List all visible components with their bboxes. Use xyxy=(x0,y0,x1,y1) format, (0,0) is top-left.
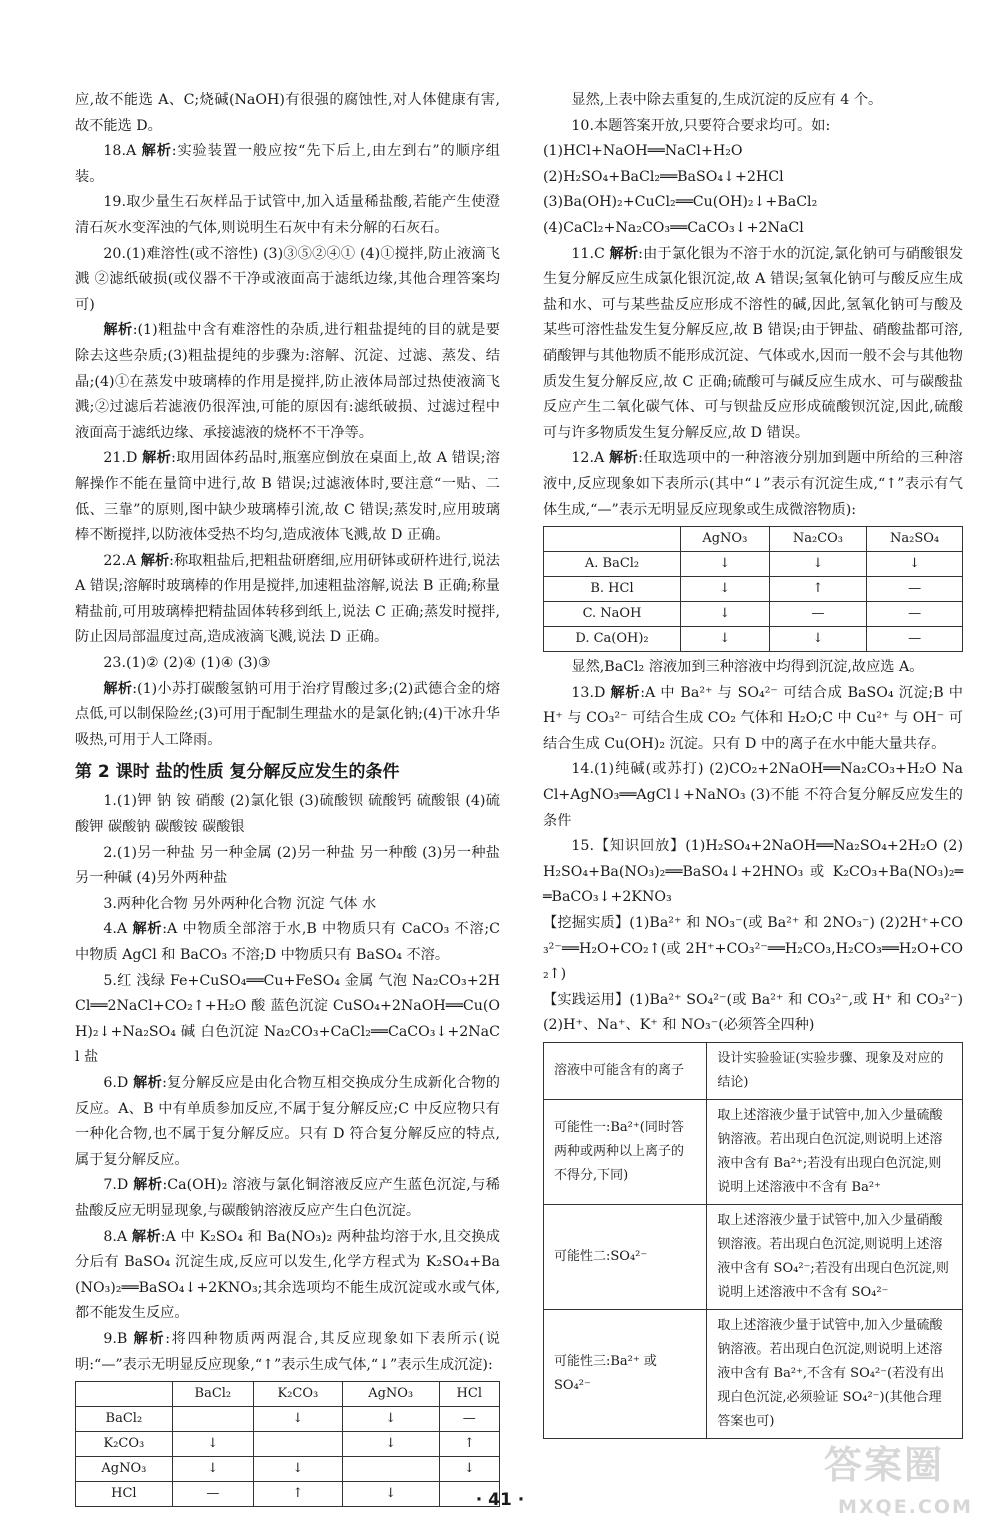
right-column xyxy=(543,88,963,1442)
analysis-label: 解析 xyxy=(103,680,133,697)
table-header-cell: K₂CO₃ xyxy=(253,1382,342,1407)
analysis-label: 解析 xyxy=(131,1228,161,1245)
answer-11: 11.C 解析:由于氯化银为不溶于水的沉淀,氯化钠可与硝酸银发生复分解反应生成氯化银沉淀,故 A 错误;氢氧化钠可与酸反应生成盐和水、可与某些盐反应形成不溶性的碱,因此,氢氧化钠可与酸及某些可溶性盐发生复分解反应,故 B 错误;由于钾盐、硝酸盐都可溶,硝酸钾与其他物质不能形成沉淀、气体或水,因而一般不会与其他物质发生复分解反应,故 C 正确;硫酸可与碱反应生成水、可与碳酸盐反应产生二氧化碳气体、可与钡盐反应形成硫酸钡沉淀,因此,硫酸可与许多物质发生复分解反应,故 D 错误。 xyxy=(543,245,964,441)
table-header-cell: BaCl₂ xyxy=(172,1382,253,1407)
answer-21: 21.D 解析:取用固体药品时,瓶塞应倒放在桌面上,故 A 错误;溶解操作不能在量筒中进行,故 B 错误;过滤液体时,要注意“一贴、二低、三靠”的原则,图中缺少玻璃棒引流,故 C 错误;蒸发时,应用玻璃棒不断搅拌,以防液体受热不均匀,造成液体飞溅,故 D 正确。 xyxy=(75,450,500,544)
answer-s2: 2.(1)另一种盐 另一种金属 (2)另一种盐 另一种酸 (3)另一种盐 另一种碱 (4)另外两种盐 xyxy=(75,844,500,887)
answer-23: 23.(1)② (2)④ (1)④ (3)③ xyxy=(103,655,271,672)
table-cell: ↓ xyxy=(172,1432,253,1457)
table-row xyxy=(76,1407,500,1432)
table-cell: — xyxy=(439,1407,499,1432)
table-row xyxy=(544,627,963,652)
analysis-label: 解析 xyxy=(133,1177,163,1194)
table-cell: C. NaOH xyxy=(544,602,681,627)
analysis-label: 解析 xyxy=(133,1074,163,1091)
table-cell: ↓ xyxy=(342,1432,439,1457)
table-cell: ↓ xyxy=(769,627,867,652)
analysis-label: 解析 xyxy=(142,450,172,467)
table-cell: ↓ xyxy=(681,552,770,577)
table-cell: — xyxy=(867,577,963,602)
table-cell xyxy=(172,1407,253,1432)
table-cell: 取上述溶液少量于试管中,加入少量硫酸钠溶液。若出现白色沉淀,则说明上述溶液中含有 Ba²⁺;若没有出现白色沉淀,则说明上述溶液中不含有 Ba²⁺ xyxy=(707,1100,963,1205)
table-row xyxy=(544,552,963,577)
table-cell xyxy=(342,1457,439,1482)
table-header-cell: Na₂CO₃ xyxy=(769,527,867,552)
table-cell: — xyxy=(769,602,867,627)
table-cell: ↓ xyxy=(867,552,963,577)
watermark-logo xyxy=(818,1443,978,1521)
table-cell: 取上述溶液少量于试管中,加入少量硫酸钠溶液。若出现白色沉淀,则说明上述溶液中含有 Ba²⁺,不含有 SO₄²⁻(若没有出现白色沉淀,必须验证 SO₄²⁻)(其他合理答案也可) xyxy=(707,1310,963,1439)
answer-19: 19.取少量生石灰样品于试管中,加入适量稀盐酸,若能产生使澄清石灰水变浑浊的气体,则说明生石灰中有未分解的石灰石。 xyxy=(75,194,500,236)
table-row xyxy=(544,1205,963,1310)
answer-12: 12.A 解析:任取选项中的一种溶液分别加到题中所给的三种溶液中,反应现象如下表所示(其中“↓”表示有沉淀生成,“↑”表示有气体生成,“—”表示无明显反应现象或生成微溶物质): xyxy=(543,450,963,518)
answer-s9: 9.B 解析:将四种物质两两混合,其反应现象如下表所示(说明:“—”表示无明显反应现象,“↑”表示生成气体,“↓”表示生成沉淀): xyxy=(75,1330,500,1373)
analysis-23: 解析:(1)小苏打碳酸氢钠可用于治疗胃酸过多;(2)武德合金的熔点低,可以制保险丝;(3)可用于配制生理盐水的是氯化钠;(4)干冰升华吸热,可用于人工降雨。 xyxy=(75,680,500,748)
equation: (1)HCl+NaOH══NaCl+H₂O xyxy=(543,143,743,160)
answer-s6: 6.D 解析:复分解反应是由化合物互相交换成分生成新化合物的反应。A、B 中有单质参加反应,不属于复分解反应;C 中反应物只有一种化合物,也不属于复分解反应。只有 D 符合复分解反应的特点,属于复分解反应。 xyxy=(75,1074,500,1168)
analysis-20: 解析:(1)粗盐中含有难溶性的杂质,进行粗盐提纯的目的就是要除去这些杂质;(3)粗盐提纯的步骤为:溶解、沉淀、过滤、蒸发、结晶;(4)①在蒸发中玻璃棒的作用是搅拌,防止液体局部过热使液滴飞溅;②过滤后若滤液仍很浑浊,可能的原因有:滤纸破损、过滤过程中液面高于滤纸边缘、承接滤液的烧杯不干净等。 xyxy=(75,322,500,441)
table-cell: HCl xyxy=(76,1482,173,1507)
table-header-cell xyxy=(544,527,681,552)
watermark-url: MXQE.COM xyxy=(838,1496,973,1518)
table-cell: ↓ xyxy=(769,552,867,577)
table-cell: K₂CO₃ xyxy=(76,1432,173,1457)
left-column xyxy=(75,88,500,1510)
answer-15-essence: 【挖掘实质】(1)Ba²⁺ 和 NO₃⁻(或 Ba²⁺ 和 2NO₃⁻) (2)2H⁺+CO₃²⁻══H₂O+CO₂↑(或 2H⁺+CO₃²⁻══H₂CO₃,H₂CO₃══H₂O+CO₂↑) xyxy=(543,915,963,983)
ion-verification-table xyxy=(543,1042,963,1439)
table-cell: ↓ xyxy=(681,577,770,602)
page-number: · 41 · xyxy=(475,1490,525,1510)
table-cell: ↓ xyxy=(342,1482,439,1507)
table-header-cell: HCl xyxy=(439,1382,499,1407)
table-cell xyxy=(253,1432,342,1457)
table-row xyxy=(544,602,963,627)
answer-9-conclusion: 显然,上表中除去重复的,生成沉淀的反应有 4 个。 xyxy=(571,92,883,108)
equation: (2)H₂SO₄+BaCl₂══BaSO₄↓+2HCl xyxy=(543,168,784,185)
answer-s7: 7.D 解析:Ca(OH)₂ 溶液与氯化铜溶液反应产生蓝色沉淀,与稀盐酸反应无明显现象,与碳酸钠溶液反应产生白色沉淀。 xyxy=(75,1177,500,1219)
answer-s3: 3.两种化合物 另外两种化合物 沉淀 气体 水 xyxy=(103,895,377,912)
answer-14: 14.(1)纯碱(或苏打) (2)CO₂+2NaOH══Na₂CO₃+H₂O NaCl+AgNO₃══AgCl↓+NaNO₃ (3)不能 不符合复分解反应发生的条件 xyxy=(543,761,963,829)
analysis-label: 解析 xyxy=(103,322,133,339)
watermark-text: 答案圈 xyxy=(824,1443,945,1487)
table-header-row xyxy=(544,527,963,552)
table-header-cell: 溶液中可能含有的离子 xyxy=(544,1043,707,1100)
table-header-row xyxy=(76,1382,500,1407)
table-cell: A. BaCl₂ xyxy=(544,552,681,577)
table-row xyxy=(544,1310,963,1439)
table-cell: AgNO₃ xyxy=(76,1457,173,1482)
table-cell: — xyxy=(867,627,963,652)
analysis-label: 解析 xyxy=(133,1330,166,1347)
table-cell: ↓ xyxy=(681,602,770,627)
answer-s8: 8.A 解析:A 中 K₂SO₄ 和 Ba(NO₃)₂ 两种盐均溶于水,且交换成分后有 BaSO₄ 沉淀生成,反应可以发生,化学方程式为 K₂SO₄+Ba(NO₃)₂══BaSO₄↓+2KNO₃;其余选项均不能生成沉淀或水或气体,都不能发生反应。 xyxy=(75,1228,500,1322)
table-cell: ↓ xyxy=(681,627,770,652)
answer-s4: 4.A 解析:A 中物质全部溶于水,B 中物质只有 CaCO₃ 不溶;C 中物质 AgCl 和 BaCO₃ 不溶;D 中物质只有 BaSO₄ 不溶。 xyxy=(75,921,500,963)
table-header-cell xyxy=(76,1382,173,1407)
table-header-cell: AgNO₃ xyxy=(342,1382,439,1407)
table-row xyxy=(544,577,963,602)
answer-13: 13.D 解析:A 中 Ba²⁺ 与 SO₄²⁻ 可结合成 BaSO₄ 沉淀;B 中 H⁺ 与 CO₃²⁻ 可结合生成 CO₂ 气体和 H₂O;C 中 Cu²⁺ 与 OH⁻ 可结合生成 Cu(OH)₂ 沉淀。只有 D 中的离子在水中能大量共存。 xyxy=(543,684,963,752)
answer-paragraph: 应,故不能选 A、C;烧碱(NaOH)有很强的腐蚀性,对人体健康有害,故不能选 D。 xyxy=(75,92,500,134)
answer-10: 10.本题答案开放,只要符合要求均可。如: xyxy=(571,117,831,134)
table-header-cell: 设计实验验证(实验步骤、现象及对应的结论) xyxy=(707,1043,963,1100)
section-title: 第 2 课时 盐的性质 复分解反应发生的条件 xyxy=(75,762,400,783)
table-cell: ↓ xyxy=(342,1407,439,1432)
analysis-label: 解析 xyxy=(132,921,163,938)
answer-s1: 1.(1)钾 钠 铵 硝酸 (2)氯化银 (3)硫酸钡 硫酸钙 硫酸银 (4)硫酸钾 碳酸钠 碳酸铵 碳酸银 xyxy=(75,793,500,836)
equation: (4)CaCl₂+Na₂CO₃══CaCO₃↓+2NaCl xyxy=(543,219,804,236)
answer-12-conclusion: 显然,BaCl₂ 溶液加到三种溶液中均得到沉淀,故应选 A。 xyxy=(571,659,924,676)
reaction-table-12 xyxy=(543,526,963,652)
answer-s5: 5.红 浅绿 Fe+CuSO₄══Cu+FeSO₄ 金属 气泡 Na₂CO₃+2HCl══2NaCl+CO₂↑+H₂O 酸 蓝色沉淀 CuSO₄+2NaOH══Cu(OH)₂↓+Na₂SO₄ 碱 白色沉淀 Na₂CO₃+CaCl₂══CaCO₃↓+2NaCl 盐 xyxy=(75,972,500,1066)
table-cell: ↑ xyxy=(253,1482,342,1507)
table-cell: ↓ xyxy=(253,1407,342,1432)
analysis-label: 解析 xyxy=(141,143,172,160)
equation: (3)Ba(OH)₂+CuCl₂══Cu(OH)₂↓+BaCl₂ xyxy=(543,194,818,211)
table-cell: D. Ca(OH)₂ xyxy=(544,627,681,652)
analysis-label: 解析 xyxy=(609,450,639,467)
table-cell: ↓ xyxy=(253,1457,342,1482)
table-header-cell: AgNO₃ xyxy=(681,527,770,552)
table-cell: — xyxy=(172,1482,253,1507)
table-cell: ↑ xyxy=(439,1432,499,1457)
table-cell: BaCl₂ xyxy=(76,1407,173,1432)
table-cell: ↓ xyxy=(172,1457,253,1482)
answer-15: 15.【知识回放】(1)H₂SO₄+2NaOH══Na₂SO₄+2H₂O (2)H₂SO₄+Ba(NO₃)₂══BaSO₄↓+2HNO₃ 或 K₂CO₃+Ba(NO₃)₂══BaCO₃↓+2KNO₃ xyxy=(543,838,963,906)
answer-22: 22.A 解析:称取粗盐后,把粗盐研磨细,应用研钵或研杵进行,说法 A 错误;溶解时玻璃棒的作用是搅拌,加速粗盐溶解,说法 B 正确;称量精盐前,可用玻璃棒把精盐固体转移到纸上,说法 C 正确;蒸发时搅拌,防止因局部温度过高,造成液滴飞溅,说法 D 正确。 xyxy=(75,552,500,646)
table-row xyxy=(544,1100,963,1205)
table-cell: 取上述溶液少量于试管中,加入少量硝酸钡溶液。若出现白色沉淀,则说明上述溶液中含有 SO₄²⁻;若没有出现白色沉淀,则说明上述溶液中不含有 SO₄²⁻ xyxy=(707,1205,963,1310)
table-cell: ↓ xyxy=(439,1457,499,1482)
table-cell: 可能性三:Ba²⁺ 或 SO₄²⁻ xyxy=(544,1310,707,1439)
table-cell: 可能性二:SO₄²⁻ xyxy=(544,1205,707,1310)
analysis-label: 解析 xyxy=(140,552,170,569)
table-cell: 可能性一:Ba²⁺(同时答两种或两种以上离子的不得分,下同) xyxy=(544,1100,707,1205)
analysis-label: 解析 xyxy=(610,684,641,701)
table-cell: B. HCl xyxy=(544,577,681,602)
answer-20: 20.(1)难溶性(或不溶性) (3)③⑤②④① (4)①搅拌,防止液滴飞溅 ②滤纸破损(或仪器不干净或液面高于滤纸边缘,其他合理答案均可) xyxy=(75,245,500,313)
table-row xyxy=(76,1432,500,1457)
table-cell: — xyxy=(867,602,963,627)
table-header-cell: Na₂SO₄ xyxy=(867,527,963,552)
analysis-label: 解析 xyxy=(609,245,639,262)
table-cell: ↑ xyxy=(769,577,867,602)
table-header-row xyxy=(544,1043,963,1100)
answer-15-practice: 【实践运用】(1)Ba²⁺ SO₄²⁻(或 Ba²⁺ 和 CO₃²⁻,或 H⁺ 和 CO₃²⁻) (2)H⁺、Na⁺、K⁺ 和 NO₃⁻(必须答全四种) xyxy=(543,991,963,1034)
table-row xyxy=(76,1457,500,1482)
answer-18: 18.A 解析:实验装置一般应按“先下后上,由左到右”的顺序组装。 xyxy=(75,143,500,185)
